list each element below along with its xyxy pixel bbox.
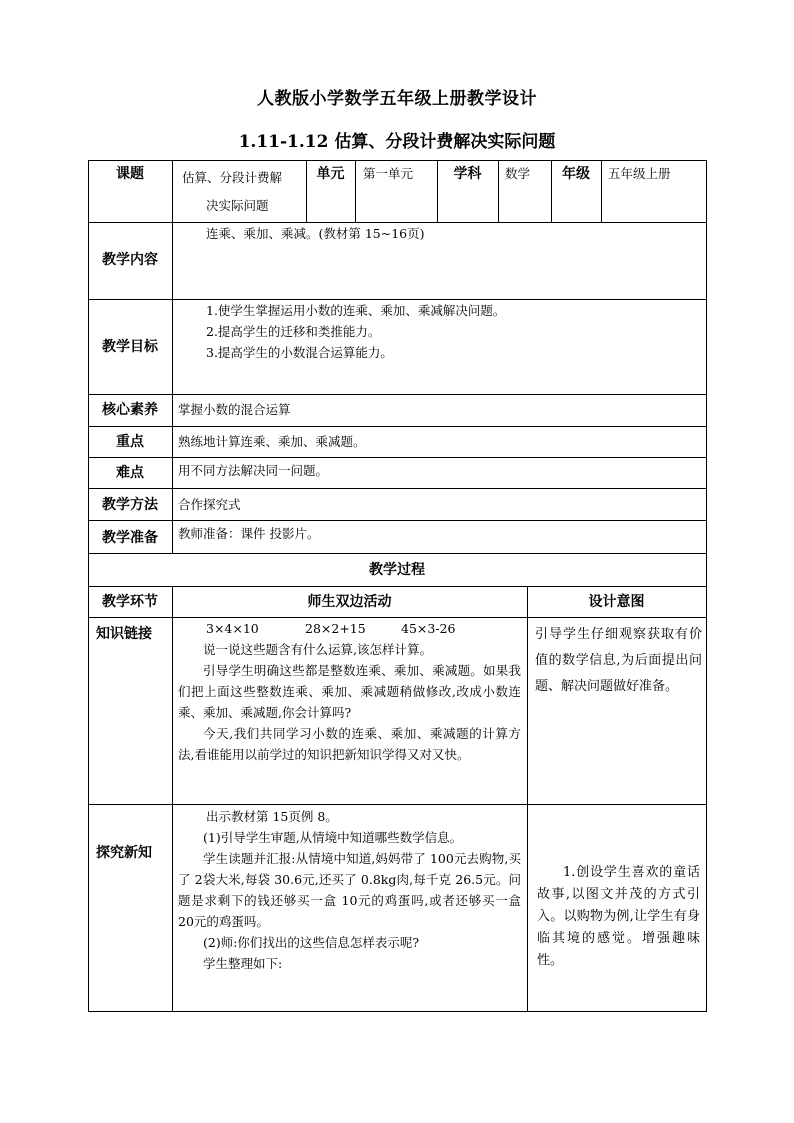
prep-text: 教师准备：课件 投影片。 — [178, 526, 320, 541]
col-line — [88, 160, 89, 1012]
section2-intent: 1.创设学生喜欢的童话故事,以图文并茂的方式引入。以购物为例,让学生有身临其境的感觉。增强趣味性。 — [537, 865, 700, 968]
row-line — [88, 586, 707, 587]
col-header-stage: 教学环节 — [102, 594, 158, 610]
section1-activity — [172, 618, 527, 765]
key-text: 熟练地计算连乘、乘加、乘减题。 — [178, 434, 366, 449]
unit-label: 单元 — [316, 166, 345, 182]
row-line — [88, 457, 707, 458]
topic-line-2: 决实际问题 — [206, 198, 269, 213]
topic-label: 课题 — [116, 166, 144, 182]
paragraph: (1)引导学生审题,从情境中知道哪些数学信息。 — [203, 830, 463, 845]
stage-explore-new: 探究新知 — [96, 845, 152, 861]
expression: 3×4×10 — [206, 621, 259, 636]
goals-label: 教学目标 — [102, 339, 158, 355]
row-line — [88, 222, 707, 223]
subject-label: 学科 — [453, 166, 482, 182]
col-line — [706, 160, 707, 1012]
goal-item: 1.使学生掌握运用小数的连乘、乘加、乘减解决问题。 — [206, 303, 506, 318]
core-text: 掌握小数的混合运算 — [178, 402, 291, 417]
paragraph: 今天,我们共同学习小数的连乘、乘加、乘减题的计算方法,看谁能用以前学过的知识把新知识学得又对又快。 — [178, 726, 521, 762]
expression: 28×2+15 — [305, 621, 366, 636]
col-header-activity: 师生双边活动 — [307, 594, 392, 610]
grade-value: 五年级上册 — [608, 166, 671, 181]
paragraph: 学生读题并汇报:从情境中知道,妈妈带了 100元去购物,买了 2袋大米,每袋 30.6元,还买了 0.8kg肉,每千克 26.5元。问题是求剩下的钱还够买一盒 10元的鸡蛋吗,或者还够买一盒 20元的鸡蛋吗。 — [178, 851, 521, 929]
method-label: 教学方法 — [102, 497, 158, 513]
warmup-expressions — [178, 618, 521, 639]
row-line — [88, 804, 707, 805]
section1-intent: 引导学生仔细观察获取有价值的数学信息,为后面提出问题、解决问题做好准备。 — [535, 627, 702, 694]
row-line — [88, 160, 707, 161]
document-title: 人教版小学数学五年级上册教学设计 — [257, 89, 537, 109]
unit-value: 第一单元 — [363, 166, 414, 181]
paragraph: 出示教材第 15页例 8。 — [206, 809, 338, 824]
row-line — [88, 426, 707, 427]
row-line — [88, 553, 707, 554]
difficult-label: 难点 — [116, 465, 144, 481]
stage-knowledge-link: 知识链接 — [96, 626, 152, 642]
paragraph: (2)师:你们找出的这些信息怎样表示呢? — [203, 935, 420, 950]
paragraph: 引导学生明确这些都是整数连乘、乘加、乘减题。如果我们把上面这些整数连乘、乘加、乘减题稍做修改,改成小数连乘、乘加、乘减题,你会计算吗? — [178, 663, 521, 720]
section2-activity — [172, 806, 527, 974]
prep-label: 教学准备 — [102, 530, 158, 546]
grade-label: 年级 — [562, 166, 590, 182]
goal-item: 3.提高学生的小数混合运算能力。 — [206, 345, 393, 360]
topic-line-1: 估算、分段计费解 — [182, 170, 283, 185]
expression: 45×3-26 — [401, 621, 456, 636]
col-header-intent: 设计意图 — [588, 594, 645, 610]
difficult-text: 用不同方法解决同一问题。 — [178, 463, 329, 478]
row-line — [88, 520, 707, 521]
key-label: 重点 — [116, 434, 144, 450]
paragraph: 说一说这些题含有什么运算,该怎样计算。 — [203, 642, 432, 657]
goals-list — [172, 300, 706, 363]
content-label: 教学内容 — [102, 252, 158, 268]
content-text: 连乘、乘加、乘减。(教材第 15~16页) — [206, 226, 425, 241]
paragraph: 学生整理如下: — [203, 956, 283, 971]
method-text: 合作探究式 — [178, 497, 241, 512]
core-label: 核心素养 — [102, 402, 158, 418]
goal-item: 2.提高学生的迁移和类推能力。 — [206, 324, 381, 339]
lesson-subtitle: 1.11-1.12 估算、分段计费解决实际问题 — [238, 132, 556, 152]
row-line — [88, 488, 707, 489]
row-line — [88, 394, 707, 395]
process-title: 教学过程 — [369, 562, 425, 578]
topic-value — [172, 164, 306, 220]
subject-value: 数学 — [505, 166, 531, 181]
row-line — [88, 1011, 707, 1012]
